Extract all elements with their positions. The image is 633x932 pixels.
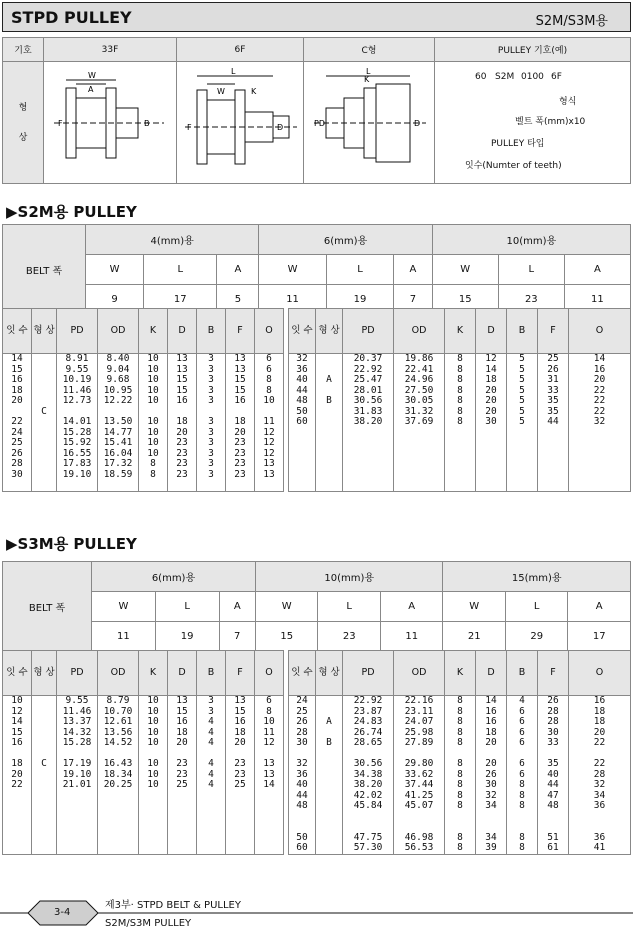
s3m-shape-col: C — [32, 696, 57, 855]
page-header — [2, 2, 631, 32]
s3m-pd-col: 9.55 11.46 13.37 14.32 15.28 17.19 19.10 21.01 — [57, 696, 98, 855]
s2m-pd-col: 8.91 9.55 10.19 11.46 12.73 14.01 15.28 15.92 16.55 17.83 19.10 — [57, 354, 98, 492]
s2m-a1: A — [217, 255, 259, 285]
footer-part: 제3부· STPD BELT & PULLEY — [105, 900, 241, 911]
h3-pd: PD — [57, 651, 98, 696]
s2m-bv: 11 — [259, 285, 326, 315]
dim-a: A — [88, 85, 94, 94]
s2m-d-col-r: 12 14 18 20 20 20 30 — [476, 354, 507, 492]
s3m-teeth-col-r: 24 25 26 28 30 32 36 40 44 48 50 60 — [289, 696, 316, 855]
page-title: STPD PULLEY — [11, 8, 132, 27]
s3m-bv: 21 — [443, 622, 506, 652]
s3m-a3: A — [568, 592, 631, 622]
h-o: O — [255, 309, 284, 354]
pulley-6f-drawing — [177, 62, 303, 180]
s3m-bv: 7 — [219, 622, 255, 652]
ex-code-width: 0100 — [521, 71, 544, 82]
h3-pd-r: PD — [343, 651, 394, 696]
col-example: PULLEY 기호(예) — [435, 38, 631, 62]
s3m-d-col: 13 15 16 18 20 23 23 25 — [168, 696, 197, 855]
s3m-o-col: 6 8 10 11 12 13 13 14 — [255, 696, 284, 855]
s3m-belt-table — [2, 561, 631, 652]
s3m-od-col: 8.79 10.70 12.61 13.56 14.52 16.43 18.34 20.25 — [98, 696, 139, 855]
s3m-bv: 29 — [505, 622, 568, 652]
pulley-c-drawing — [304, 62, 434, 180]
ex-teeth-label: 잇수(Numter of teeth) — [465, 160, 562, 171]
footer-graphic — [0, 895, 633, 932]
s3m-od-col-r: 22.16 23.11 24.07 25.98 27.89 29.80 33.62 37.44 41.25 45.07 46.98 56.53 — [394, 696, 445, 855]
s3m-group-3: 15(mm)용 — [443, 562, 631, 592]
dim-d-c: D — [414, 119, 421, 128]
h3-teeth: 잇 수 — [3, 651, 32, 696]
s2m-od-col-r: 19.86 22.41 24.96 27.50 30.05 31.32 37.69 — [394, 354, 445, 492]
s2m-group-3: 10(mm)용 — [432, 225, 630, 255]
footer-section: S2M/S3M PULLEY — [105, 918, 192, 929]
ex-belt-label: 벨트 폭(mm)x10 — [515, 116, 586, 127]
dim-b: B — [144, 119, 150, 128]
diagram-c — [304, 62, 435, 184]
h-f-r: F — [538, 309, 569, 354]
s3m-f-col-r: 26 28 28 30 33 35 40 44 47 48 51 61 — [538, 696, 569, 855]
shape-table — [2, 37, 631, 184]
s3m-pd-col-r: 22.92 23.87 24.83 26.74 28.65 30.56 34.38 38.20 42.02 45.84 47.75 57.30 — [343, 696, 394, 855]
s3m-d-col-r: 14 16 16 18 20 20 26 30 32 34 34 39 — [476, 696, 507, 855]
h-k-r: K — [445, 309, 476, 354]
s2m-k-col-r: 8 8 8 8 8 8 8 — [445, 354, 476, 492]
s2m-bv: 5 — [217, 285, 259, 315]
h-b: B — [197, 309, 226, 354]
s2m-bv: 19 — [326, 285, 393, 315]
s3m-bv: 11 — [380, 622, 443, 652]
page-subtitle: S2M/S3M용 — [535, 14, 608, 29]
s3m-bv: 17 — [568, 622, 631, 652]
ex-code-type: S2M — [495, 71, 515, 82]
s3m-bv: 15 — [255, 622, 318, 652]
dim-f-6f: F — [187, 123, 192, 132]
page-footer — [0, 895, 633, 932]
s2m-f-col-r: 25 26 31 33 35 35 44 — [538, 354, 569, 492]
dim-w: W — [88, 71, 96, 80]
s2m-group-1: 4(mm)용 — [86, 225, 259, 255]
ex-type-label: PULLEY 타입 — [491, 138, 545, 149]
diagram-6f — [177, 62, 304, 184]
col-code: 기호 — [3, 38, 44, 62]
dim-k-c: K — [364, 75, 370, 84]
s2m-bv: 11 — [564, 285, 630, 315]
s2m-k-col: 10 10 10 10 10 10 10 10 10 8 8 — [139, 354, 168, 492]
s2m-shape-col: C — [32, 354, 57, 492]
s2m-a2: A — [394, 255, 433, 285]
h3-shape-r: 형 상 — [316, 651, 343, 696]
h3-o-r: O — [569, 651, 631, 696]
s2m-teeth-col-r: 32 36 40 44 48 50 60 — [289, 354, 316, 492]
row-shape-label — [3, 62, 44, 184]
s2m-l3: L — [498, 255, 564, 285]
h-shape-r: 형 상 — [316, 309, 343, 354]
s3m-teeth-col: 10 12 14 15 16 18 20 22 — [3, 696, 32, 855]
s2m-a3: A — [564, 255, 630, 285]
h-od-r: OD — [394, 309, 445, 354]
s2m-belt-label: BELT 폭 — [3, 225, 86, 315]
s2m-bv: 7 — [394, 285, 433, 315]
s2m-w1: W — [86, 255, 144, 285]
h-d-r: D — [476, 309, 507, 354]
h3-shape: 형 상 — [32, 651, 57, 696]
s3m-a1: A — [219, 592, 255, 622]
shape-label-2: 상 — [18, 132, 28, 143]
h-shape: 형 상 — [32, 309, 57, 354]
h-pd: PD — [57, 309, 98, 354]
s3m-w1: W — [92, 592, 156, 622]
s3m-w2: W — [255, 592, 318, 622]
h3-k-r: K — [445, 651, 476, 696]
diagram-33f — [44, 62, 177, 184]
s3m-l3: L — [505, 592, 568, 622]
h3-k: K — [139, 651, 168, 696]
dim-w-6f: W — [217, 87, 225, 96]
s3m-group-2: 10(mm)용 — [255, 562, 443, 592]
col-c: C형 — [304, 38, 435, 62]
s2m-bv: 17 — [144, 285, 217, 315]
h3-f-r: F — [538, 651, 569, 696]
s2m-title: ▶S2M용 PULLEY — [6, 203, 137, 221]
h-f: F — [226, 309, 255, 354]
s2m-w2: W — [259, 255, 326, 285]
s2m-o-col: 6 6 8 8 10 11 12 12 12 13 13 — [255, 354, 284, 492]
h-b-r: B — [507, 309, 538, 354]
ex-code-teeth: 60 — [475, 71, 487, 82]
dim-pd-c: PD — [314, 119, 325, 128]
h3-teeth-r: 잇 수 — [289, 651, 316, 696]
s3m-l2: L — [318, 592, 381, 622]
h-k: K — [139, 309, 168, 354]
s3m-o-col-r: 16 18 18 20 22 22 28 32 34 36 36 41 — [569, 696, 631, 855]
s2m-group-2: 6(mm)용 — [259, 225, 432, 255]
s3m-l1: L — [155, 592, 219, 622]
h3-f: F — [226, 651, 255, 696]
s3m-bv: 11 — [92, 622, 156, 652]
s3m-k-col: 10 10 10 10 10 10 10 10 — [139, 696, 168, 855]
s2m-f-col: 13 13 15 15 16 18 20 23 23 23 23 — [226, 354, 255, 492]
s2m-pd-col-r: 20.37 22.92 25.47 28.01 30.56 31.83 38.20 — [343, 354, 394, 492]
s3m-b-col: 3 3 4 4 4 4 4 4 — [197, 696, 226, 855]
s3m-f-col: 13 15 16 18 20 23 23 25 — [226, 696, 255, 855]
example-code — [435, 62, 631, 184]
dim-d-6f: D — [277, 123, 284, 132]
s2m-bv: 9 — [86, 285, 144, 315]
s3m-group-1: 6(mm)용 — [92, 562, 256, 592]
page-number: 3-4 — [54, 907, 71, 918]
h3-b-r: B — [507, 651, 538, 696]
h3-d-r: D — [476, 651, 507, 696]
s2m-w3: W — [432, 255, 498, 285]
s2m-l1: L — [144, 255, 217, 285]
dim-k-6f: K — [251, 87, 257, 96]
shape-label-1: 형 — [18, 102, 28, 113]
s2m-b-col: 3 3 3 3 3 3 3 3 3 3 3 — [197, 354, 226, 492]
h-od: OD — [98, 309, 139, 354]
h3-od-r: OD — [394, 651, 445, 696]
h-teeth: 잇 수 — [3, 309, 32, 354]
s2m-o-col-r: 14 16 20 22 22 22 32 — [569, 354, 631, 492]
dim-l-c: L — [366, 67, 371, 76]
h-o-r: O — [569, 309, 631, 354]
s3m-belt-label: BELT 폭 — [3, 562, 92, 652]
s2m-teeth-col: 14 15 16 18 20 22 24 25 26 28 30 — [3, 354, 32, 492]
s2m-bv: 15 — [432, 285, 498, 315]
h3-o: O — [255, 651, 284, 696]
col-33f: 33F — [44, 38, 177, 62]
h3-b: B — [197, 651, 226, 696]
h-d: D — [168, 309, 197, 354]
pulley-33f-drawing — [44, 62, 176, 180]
s3m-data-table — [2, 650, 631, 855]
s2m-b-col-r: 5 5 5 5 5 5 5 — [507, 354, 538, 492]
s3m-a2: A — [380, 592, 443, 622]
s2m-d-col: 13 13 15 15 16 18 20 23 23 23 23 — [168, 354, 197, 492]
s2m-l2: L — [326, 255, 393, 285]
h-pd-r: PD — [343, 309, 394, 354]
h3-d: D — [168, 651, 197, 696]
s2m-bv: 23 — [498, 285, 564, 315]
s3m-bv: 23 — [318, 622, 381, 652]
s3m-b-col-r: 4 6 6 6 6 6 6 8 8 8 8 8 — [507, 696, 538, 855]
s2m-shape-col-r: A B — [316, 354, 343, 492]
s3m-title: ▶S3M용 PULLEY — [6, 535, 137, 553]
s2m-data-table — [2, 308, 631, 492]
s3m-w3: W — [443, 592, 506, 622]
s2m-od-col: 8.40 9.04 9.68 10.95 12.22 13.50 14.77 15.41 16.04 17.32 18.59 — [98, 354, 139, 492]
h-teeth-r: 잇 수 — [289, 309, 316, 354]
ex-shape-label: 형식 — [559, 96, 577, 107]
s3m-k-col-r: 8 8 8 8 8 8 8 8 8 8 8 8 — [445, 696, 476, 855]
s3m-shape-col-r: A B — [316, 696, 343, 855]
ex-code-shape: 6F — [551, 71, 562, 82]
s3m-bv: 19 — [155, 622, 219, 652]
dim-l-6f: L — [231, 67, 236, 76]
s2m-belt-table — [2, 224, 631, 315]
dim-f: F — [58, 119, 63, 128]
col-6f: 6F — [177, 38, 304, 62]
h3-od: OD — [98, 651, 139, 696]
